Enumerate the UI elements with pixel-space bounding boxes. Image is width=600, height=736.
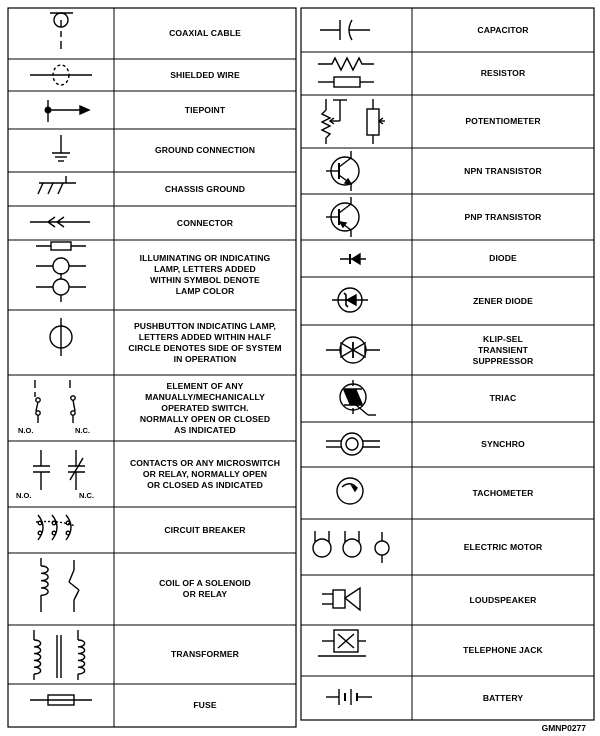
left-label-breaker: CIRCUIT BREAKER [164,524,246,535]
right-label-zener: ZENER DIODE [473,295,533,306]
right-label-tachometer: TACHOMETER [472,487,534,498]
right-label-battery: BATTERY [482,692,524,703]
left-label-contacts: CONTACTS OR ANY MICROSWITCH OR RELAY, NORMALLY OPEN OR CLOSED AS INDICATED [129,457,281,490]
symbol-annotations [16,426,94,500]
right-label-npn: NPN TRANSISTOR [464,165,542,176]
figure-code: GMNP0277 [541,723,586,733]
zener-diode-symbol [332,288,368,312]
left-table-border [8,8,296,727]
battery-symbol [326,689,372,705]
potentiometer-symbol [322,99,385,144]
normally-open-label: N.O. [16,491,32,500]
tachometer-symbol [337,478,363,504]
right-label-resistor: RESISTOR [480,68,526,78]
right-label-triac: TRIAC [489,393,517,403]
left-label-lamp: ILLUMINATING OR INDICATING LAMP, LETTERS ADDED WITHIN SYMBOL DENOTE LAMP COLOR [139,253,271,296]
right-label-klipsel: KLIP-SEL TRANSIENT SUPPRESSOR [472,333,534,366]
left-label-pushbutton: PUSHBUTTON INDICATING LAMP, LETTERS ADDED WITHIN HALF CIRCLE DENOTES SIDE OF SYSTEM IN OPERATION [128,320,282,364]
normally-closed-label: N.C. [79,491,94,500]
left-label-tiepoint: TIEPOINT [184,104,226,115]
fuse-symbol [30,695,92,705]
resistor-symbol [318,58,374,87]
synchro-symbol [326,433,380,455]
triac-symbol [340,380,376,415]
telephone-jack-symbol [318,630,366,656]
npn-transistor-symbol [326,151,359,191]
contacts-symbol [33,450,85,490]
left-label-fuse: FUSE [193,700,217,710]
normally-closed-label: N.C. [75,426,90,435]
switch-element-symbol [35,380,75,423]
right-label-synchro: SYNCHRO [481,439,525,449]
capacitor-symbol [320,20,370,40]
right-label-loudspeaker: LOUDSPEAKER [469,594,537,605]
left-label-transformer: TRANSFORMER [171,649,239,659]
right-label-potentiometer: POTENTIOMETER [465,116,541,126]
loudspeaker-symbol [322,588,360,610]
right-label-motor: ELECTRIC MOTOR [463,541,543,552]
electric-motor-symbol [313,531,389,563]
diode-symbol [340,254,366,264]
coaxial-cable-symbol [50,13,73,49]
right-label-telephone: TELEPHONE JACK [463,645,543,655]
pushbutton-lamp-symbol [50,318,72,356]
ground-symbol [52,135,70,161]
left-label-connector: CONNECTOR [176,217,234,228]
tiepoint-symbol [45,100,89,122]
chassis-ground-symbol [38,176,76,194]
lamp-symbol [36,242,86,302]
left-label-chassis: CHASSIS GROUND [164,183,246,194]
transformer-symbol [34,630,85,680]
pnp-transistor-symbol [326,197,359,237]
circuit-breaker-symbol [36,515,75,540]
left-label-switch: ELEMENT OF ANY MANUALLY/MECHANICALLY OPERATED SWITCH. NORMALLY OPEN OR CLOSED AS INDICATED [139,380,271,435]
coil-symbol [41,558,79,612]
left-label-ground: GROUND CONNECTION [154,145,256,155]
shielded-wire-symbol [30,65,92,85]
left-label-shielded: SHIELDED WIRE [170,69,240,80]
left-label-coaxial: COAXIAL CABLE [169,28,241,38]
right-label-capacitor: CAPACITOR [477,24,529,35]
left-label-coil: COIL OF A SOLENOID OR RELAY [159,578,251,599]
right-label-pnp: PNP TRANSISTOR [464,211,542,222]
normally-open-label: N.O. [18,426,34,435]
connector-symbol [30,217,90,227]
right-label-diode: DIODE [489,253,517,263]
klip-sel-symbol [326,337,380,363]
